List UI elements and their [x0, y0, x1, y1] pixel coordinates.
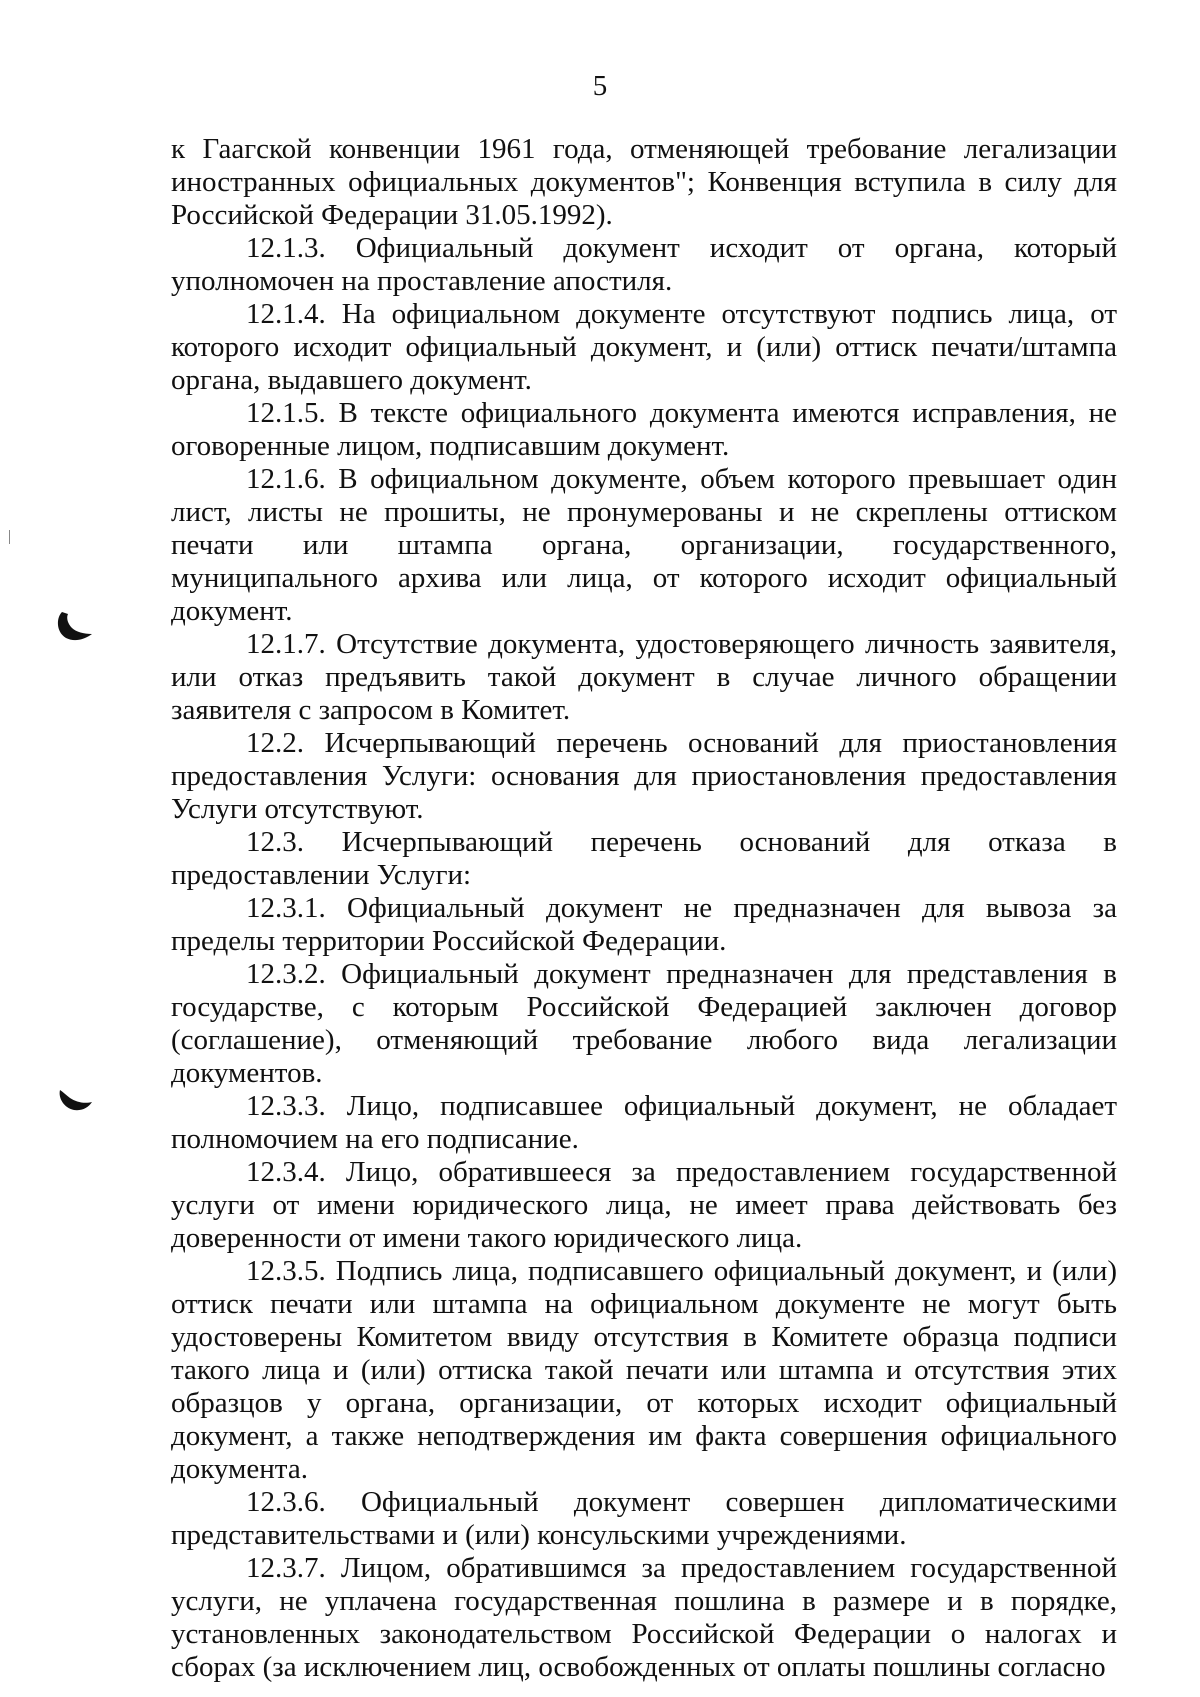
paragraph: 12.3.1. Официальный документ не предназначен для вывоза за пределы территории Российской Федерации.	[171, 892, 1117, 957]
paragraph: 12.1.7. Отсутствие документа, удостоверяющего личность заявителя, или отказ предъявить такой документ в случае личного обращении заявителя с запросом в Комитет.	[171, 628, 1117, 726]
punch-hole-mark	[54, 1080, 94, 1114]
paragraph: 12.3.2. Официальный документ предназначен для представления в государстве, с которым Российской Федерацией заключен договор (соглашение), отменяющий требование любого вида легализации документов.	[171, 958, 1117, 1089]
paragraph: 12.3.6. Официальный документ совершен дипломатическими представительствами и (или) консульскими учреждениями.	[171, 1486, 1117, 1551]
paragraph: 12.1.5. В тексте официального документа имеются исправления, не оговоренные лицом, подписавшим документ.	[171, 397, 1117, 462]
paragraph: к Гаагской конвенции 1961 года, отменяющей требование легализации иностранных официальных документов"; Конвенция вступила в силу для Российской Федерации 31.05.1992).	[171, 133, 1117, 231]
punch-hole-mark	[54, 610, 94, 644]
document-body	[171, 133, 1117, 1684]
margin-tick-mark	[9, 530, 10, 544]
page-number: 5	[592, 70, 608, 102]
paragraph: 12.3.7. Лицом, обратившимся за предоставлением государственной услуги, не уплачена государственная пошлина в размере и в порядке, установленных законодательством Российской Федерации о налогах и сборах (за исключением лиц, освобожденных от оплаты пошлины согласно	[171, 1552, 1117, 1683]
paragraph: 12.1.4. На официальном документе отсутствуют подпись лица, от которого исходит официальный документ, и (или) оттиск печати/штампа органа, выдавшего документ.	[171, 298, 1117, 396]
paragraph: 12.3.3. Лицо, подписавшее официальный документ, не обладает полномочием на его подписание.	[171, 1090, 1117, 1155]
paragraph: 12.3.5. Подпись лица, подписавшего официальный документ, и (или) оттиск печати или штампа на официальном документе не могут быть удостоверены Комитетом ввиду отсутствия в Комитете образца подписи такого лица и (или) оттиска такой печати или штампа и отсутствия этих образцов у органа, организации, от которых исходит официальный документ, а также неподтверждения им факта совершения официального документа.	[171, 1255, 1117, 1485]
paragraph: 12.1.3. Официальный документ исходит от органа, который уполномочен на проставление апостиля.	[171, 232, 1117, 297]
paragraph: 12.3.4. Лицо, обратившееся за предоставлением государственной услуги от имени юридического лица, не имеет права действовать без доверенности от имени такого юридического лица.	[171, 1156, 1117, 1254]
paragraph: 12.3. Исчерпывающий перечень оснований для отказа в предоставлении Услуги:	[171, 826, 1117, 891]
paragraph: 12.1.6. В официальном документе, объем которого превышает один лист, листы не прошиты, не пронумерованы и не скреплены оттиском печати или штампа органа, организации, государственного, муниципального архива или лица, от которого исходит официальный документ.	[171, 463, 1117, 627]
paragraph: 12.2. Исчерпывающий перечень оснований для приостановления предоставления Услуги: основания для приостановления предоставления Услуги отсутствуют.	[171, 727, 1117, 825]
